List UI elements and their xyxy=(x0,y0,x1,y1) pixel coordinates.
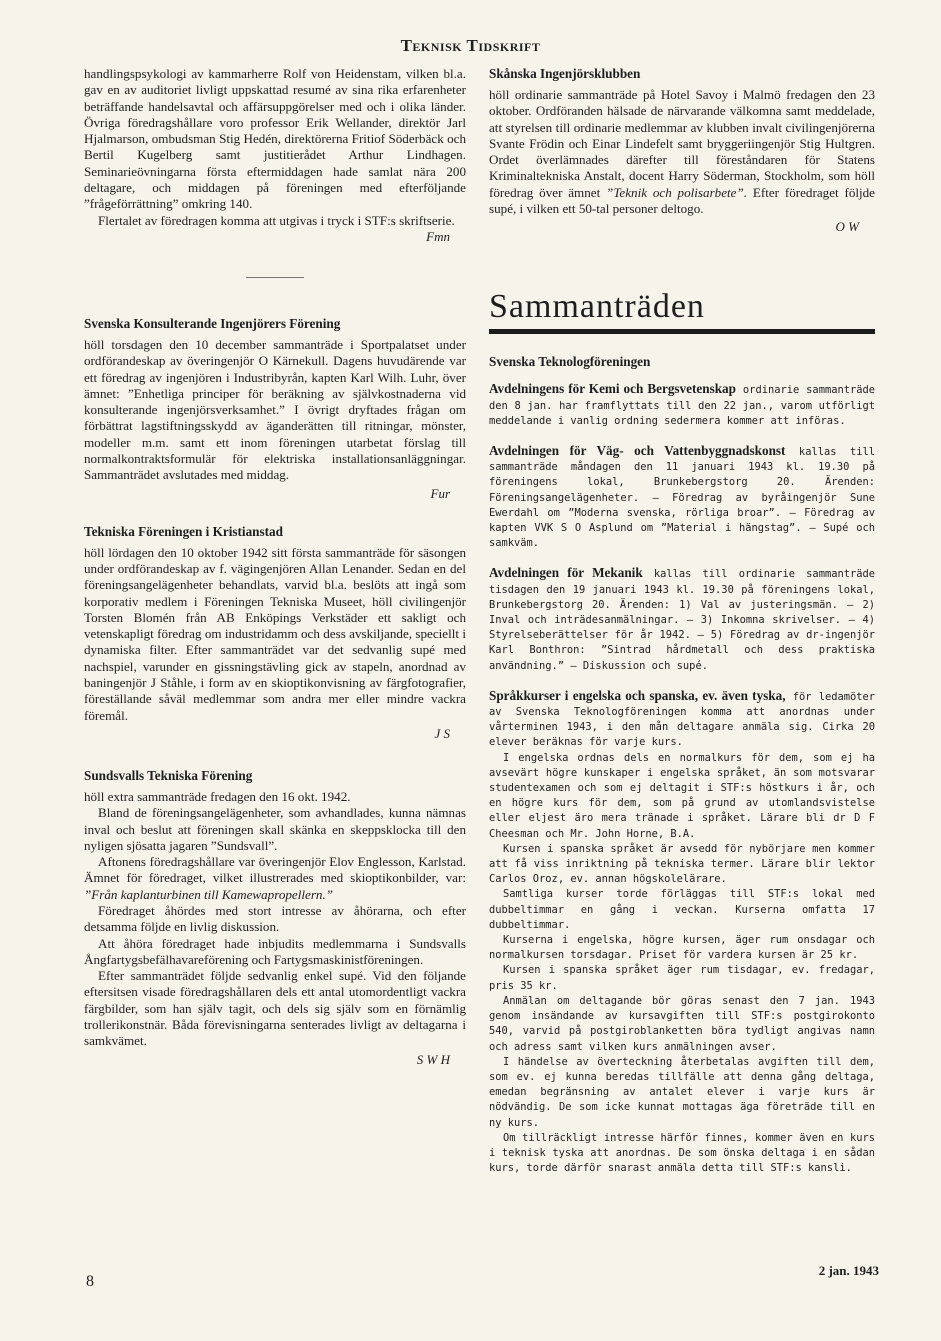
notice-vag-body: kallas till sammanträde måndagen den 11 januari 1943 kl. 19.30 på föreningens lokal, Brunkebergstorg 20. Ärenden: Föreningsangelägenheter. — Föredrag av byråingenjör Sune Ewerdahl om ”Moderna svenska, rörliga broar”. — Föredrag av kapten VVK S O Asplund om ”Material i hängstag”. — Supé och samkväm. xyxy=(489,445,875,550)
notice-sprak-head: Språkkurser i engelska och spanska, ev. även tyska, xyxy=(489,687,786,703)
notice-kemi xyxy=(489,381,875,429)
signature-skanska: O W xyxy=(835,219,859,235)
masthead: Teknisk Tidskrift xyxy=(400,36,541,55)
sundsvall-p6: Efter sammanträdet följde sedvanlig enkel supé. Vid den följande eftersitsen visade föredragshållaren dels ett antal utomordentligt vackra färgbilder, som han själv tagit, och dels sig själv som en förnämlig trollerikonstnär. Båda förevisningarna senterades livligt av deltagarna i samkvämet. xyxy=(84,968,466,1049)
sprak-p9: Om tillräckligt intresse härför finnes, kommer även en kurs i teknisk tyska att anordnas. De som önska deltaga i en sådan kurs, torde därför snarast anmäla detta till STF:s kansli. xyxy=(489,1131,875,1175)
section-title-konsulterande: Svenska Konsulterande Ingenjörers Förening xyxy=(84,315,341,331)
section-title-teknolog: Svenska Teknologföreningen xyxy=(489,354,651,370)
sprak-p2: I engelska ordnas dels en normalkurs för dem, som ej ha avsevärt högre kunskaper i engelska språket, än som motsvarar studentexamen och som ej deltagit i STF:s höstkurs i år, och en högre kurs för dem, som på grund av utomlandsvistelse eller eljest äro mera tränade i språket. Lärare bli dr D F Cheesman och Mr. John Horne, B.A. xyxy=(489,751,875,840)
sprak-p6: Kursen i spanska språket äger rum tisdagar, ev. fredagar, pris 35 kr. xyxy=(489,964,875,992)
section-body-kristianstad: höll lördagen den 10 oktober 1942 sitt första sammanträde för säsongen under ordförandeskap av f. vägingenjören Allan Lenander. Sedan en del föreningsangelägenheter behandlats, varvid bl.a. beslöts att ingå som korporativ medlem i Föreningen Tekniska Museet, höll civilingenjör Torsten Blomén från AB Enköpings Verkstäder ett sakligt och vetenskapligt föredrag om industridamm och dess avskiljande, speciellt i dynamiska filter. Efter sammanträdet var det sedvanlig supé med nachspiel, varunder en gissningstävling gick av stapeln, anordnad av baningenjör J Ståhle, i form av en skioptikonvisning av färgfotografier, föreställande såväl medlemmar som andra mer eller mindre vackra föremål. xyxy=(84,544,466,723)
intro-paragraph-2: Flertalet av föredragen komma att utgivas i tryck i STF:s skriftserie. xyxy=(98,212,455,228)
teknolog-notices xyxy=(489,375,875,1176)
sammantraden-heading: Sammanträden xyxy=(489,288,705,326)
notice-kemi-head: Avdelningens för Kemi och Bergsvetenskap xyxy=(489,381,736,397)
sprak-p8: I händelse av överteckning återbetalas avgiften till dem, som ev. ej kunna beredas tillfälle att denna gång deltaga, emedan begränsning av antalet elever i varje kurs är nödvändig. De som icke kunnat mottagas äga företräde till en ny kurs. xyxy=(489,1055,875,1129)
notice-vag-head: Avdelningen för Väg- och Vattenbyggnadskonst xyxy=(489,442,786,458)
left-column xyxy=(84,66,466,1068)
intro-paragraph: handlingspsykologi av kammarherre Rolf von Heidenstam, vilken bl.a. gav en av auditoriet livligt uppskattad resumé av sina rika erfarenheter beträffande handelsavtal och affärsuppgörelser med och i olika länder. Övriga föredragshållare voro professor Erik Wellander, direktör Jarl Hjalmarson, ombudsman Stig Hedén, direktörerna Fritiof Söderbäck och Bertil Kugelberg samt justitierådet Arthur Lindhagen. Seminarieövningarna första eftermiddagen hade samlat nära 200 deltagare, och middagen på föreningen med efterföljande ”frågeförrättning” omkring 140. xyxy=(84,66,466,212)
sprak-p7: Anmälan om deltagande bör göras senast den 7 jan. 1943 genom insändande av kursavgiften till STF:s postgirokonto 540, varvid på postgiroblanketten böra tydligt angivas namn och adress samt vilken kurs anmälningen avser. xyxy=(489,994,875,1053)
notice-kemi-body: ordinarie sammanträde den 8 jan. har framflyttats till den 22 jan., varom utförligt meddelande i vanlig ordning sedermera kommer att införas. xyxy=(489,384,875,427)
sundsvall-p3-title: ”Från kaplanturbinen till Kamewapropellern.” xyxy=(84,886,334,902)
sprak-p3: Kursen i spanska språket är avsedd för nybörjare men kommer att få viss inriktning på tekniska termer. Lärare blir lektor Carlos Oroz, ev. annan högskolelärare. xyxy=(489,842,875,886)
section-body-konsulterande: höll torsdagen den 10 december sammanträde i Sportpalatset under ordförandeskap av överingenjör O Kärnekull. Dagens huvudärende var ett föredrag av ingenjören i Industribyrån, kapten Karl Wilh. Luhr, över ämnet: ”Enhetliga principer för beräkning av självkostnaderna vid konsulterande ingenjörsverksamhet.” I övrigt dryftades frågan om förbättrat lagstiftningsskydd av äganderätten till ritningar, mönster, modeller m.m. samt ett inom föreningen utarbetat förslag till normalkontraktsformulär för elektriska installationsanläggningar. Sammanträdet avslutades med middag. xyxy=(84,336,466,483)
sundsvall-p3-text: Aftonens föredragshållare var överingenjör Elov Englesson, Karlstad. Ämnet för föredraget, vilket illustrerades med skioptikonbilder, var: xyxy=(84,854,466,886)
right-column xyxy=(489,66,875,1176)
sundsvall-p1: höll extra sammanträde fredagen den 16 okt. 1942. xyxy=(84,788,351,804)
page-number: 8 xyxy=(86,1273,94,1290)
sprak-p4: Samtliga kurser torde förläggas till STF:s lokal med dubbeltimmar en gång i veckan. Kurserna omfatta 17 dubbeltimmar. xyxy=(489,888,875,931)
section-title-skanska: Skånska Ingenjörsklubben xyxy=(489,66,641,81)
section-title-sundsvall: Sundsvalls Tekniska Förening xyxy=(84,767,253,783)
signature-sundsvall: S W H xyxy=(416,1051,450,1067)
sundsvall-p3 xyxy=(84,854,466,903)
signature-konsulterande: Fur xyxy=(430,485,450,501)
notice-mekanik-head: Avdelningen för Mekanik xyxy=(489,565,643,581)
issue-date: 2 jan. 1943 xyxy=(818,1263,879,1278)
signature-kristianstad: J S xyxy=(434,725,450,741)
section-body-skanska xyxy=(489,87,875,217)
section-title-kristianstad: Tekniska Föreningen i Kristianstad xyxy=(84,523,283,539)
sundsvall-p5: Att åhöra föredraget hade inbjudits medlemmarna i Sundsvalls Ångfartygsbefälhavareförening och Fartygsmaskinistföreningen. xyxy=(84,935,466,967)
notice-vag xyxy=(489,443,875,551)
skanska-text-end: Efter föredraget följde supé, i vilken ett 50-tal personer deltogo. xyxy=(489,184,875,217)
notice-sprak-body: för ledamöter av Svenska Teknologföreningen komma att anordnas under vårterminen 1943, i den mån deltagare anmäla sig. Cirka 20 elever beräknas för varje kurs. xyxy=(489,690,875,749)
notice-sprak xyxy=(489,688,875,751)
intro-signature: Fmn xyxy=(426,228,450,244)
sprak-p5: Kurserna i engelska, högre kursen, äger rum onsdagar och normalkursen torsdagar. Priset för vardera kursen är 25 kr. xyxy=(489,934,875,962)
notice-mekanik xyxy=(489,565,875,673)
skanska-talk-title: ”Teknik och polisarbete”. xyxy=(606,184,748,200)
sundsvall-p4: Föredraget åhördes med stort intresse av åhörarna, och efter detsamma följde en livlig diskussion. xyxy=(84,902,466,935)
skanska-text: höll ordinarie sammanträde på Hotel Savoy i Malmö fredagen den 23 oktober. Ordföranden hälsade de närvarande välkomna samt meddelade, att styrelsen till ordinarie medlemmar av klubben invalt civilingenjörerna Svante Frödin och Einar Lindefelt samt bryggeriingenjör Stig Hultgren. Ordet överlämnades därefter till föreståndaren för Statens Kriminaltekniska Anstalt, docent Harry Söderman, Stockholm, som höll föredrag över ämnet xyxy=(489,87,875,200)
notice-mekanik-body: kallas till ordinarie sammanträde tisdagen den 19 januari 1943 kl. 19.30 på föreningens lokal, Brunkebergstorg 20. Ärenden: 1) Val av justeringsmän. — 2) Inval och inträdesanmälningar. — 3) Inkomna skrivelser. — 4) Styrelseberättelser för år 1942. — 5) Föredrag av dr-ingenjör Karl Bonthron: ”Sintrad hårdmetall och dess praktiska användning.” — Diskussion och supé. xyxy=(489,568,875,672)
sundsvall-p2: Bland de föreningsangelägenheter, som avhandlades, kunna nämnas inval och beslut att föreningen skall skänka en skeppsklocka till den nyligen sjösatta jagaren ”Sundsvall”. xyxy=(84,805,466,853)
